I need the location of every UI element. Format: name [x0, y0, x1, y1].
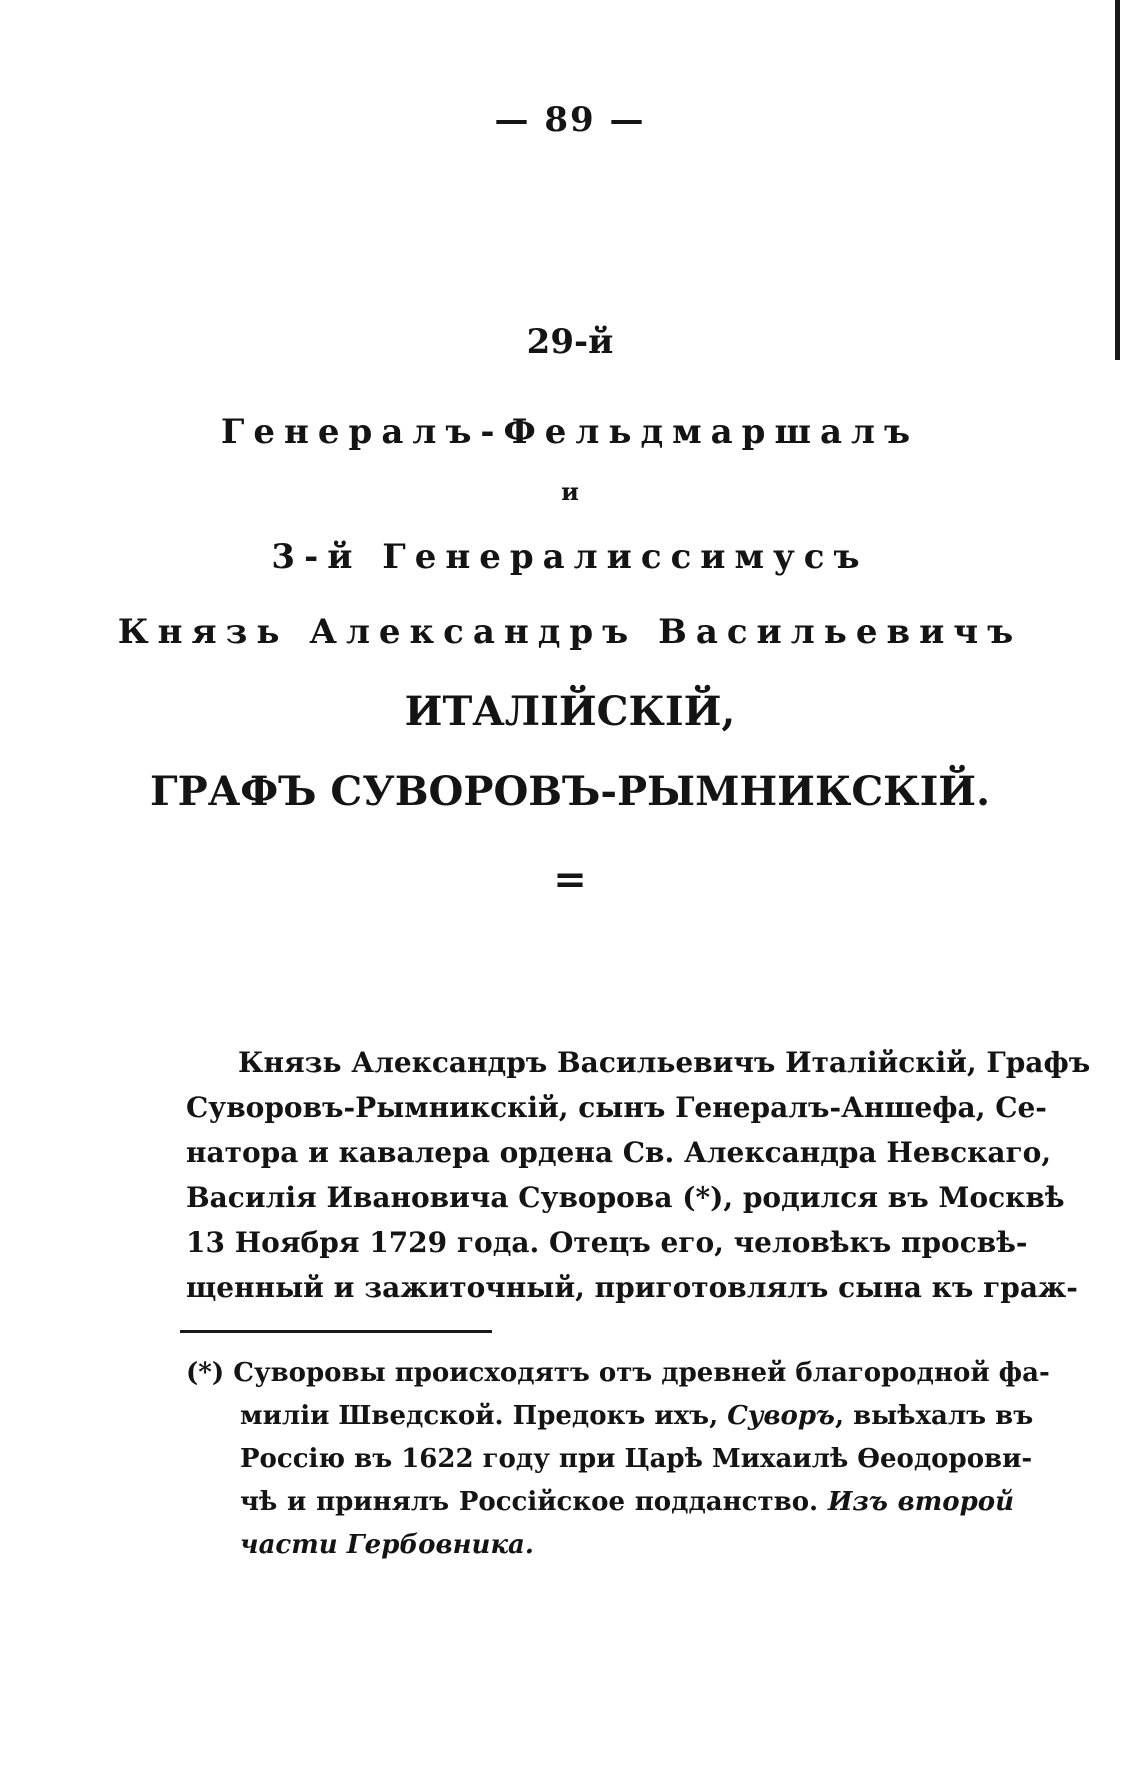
footnote-line [186, 1481, 1014, 1524]
footnote-line: Россію въ 1622 году при Царѣ Михаилѣ Ѳеодорови- [240, 1444, 1033, 1474]
body-line: натора и кавалера ордена Св. Александра Невскаго, [186, 1136, 1052, 1169]
body-line: щенный и зажиточный, приготовлялъ сына къ граж- [186, 1271, 1078, 1304]
heading-rank: Генералъ-Фельдмаршалъ [220, 412, 920, 452]
footnote-italic-source: части Гербовника. [240, 1530, 534, 1560]
footnote-line [186, 1395, 1034, 1438]
footnote-text: миліи Шведской. Предокъ ихъ, [240, 1401, 728, 1431]
footnote-rule [180, 1330, 492, 1333]
heading-name: Князь Александръ Васильевичъ [117, 612, 1023, 652]
footnote-italic-source: Изъ второй [827, 1487, 1014, 1517]
body-line: 13 Ноября 1729 года. Отецъ его, человѣкъ просвѣ- [186, 1226, 1028, 1259]
footnote-text: чѣ и принялъ Россійское подданство. [240, 1487, 828, 1517]
heading-conjunction: и [561, 477, 579, 506]
body-line: Суворовъ-Рымникскій, сынъ Генералъ-Аншефа, Се- [186, 1091, 1047, 1124]
section-separator: = [553, 856, 587, 903]
footnote-line: (*) Суворовы происходятъ отъ древней благородной фа- [186, 1358, 1050, 1388]
heading-title-1: ИТАЛІЙСКІЙ, [404, 688, 736, 735]
body-paragraph [186, 1040, 1091, 1310]
page-edge-line [1115, 0, 1120, 360]
heading-rank-2: 3-й Генералиссимусъ [271, 537, 869, 577]
footnote-italic-name: Суворъ [727, 1401, 835, 1431]
heading-title-2: ГРАФЪ СУВОРОВЪ-РЫМНИКСКІЙ. [150, 768, 990, 815]
body-line: Князь Александръ Васильевичъ Италійскій, Графъ [238, 1046, 1091, 1079]
footnote [186, 1352, 1050, 1567]
heading-number: 29-й [526, 322, 614, 362]
footnote-text: , выѣхалъ въ [834, 1401, 1034, 1431]
footnote-line [186, 1524, 1014, 1567]
body-line: Василія Ивановича Суворова (*), родился въ Москвѣ [186, 1181, 1065, 1214]
page-number: — 89 — [494, 100, 646, 140]
chapter-heading [0, 312, 1140, 832]
